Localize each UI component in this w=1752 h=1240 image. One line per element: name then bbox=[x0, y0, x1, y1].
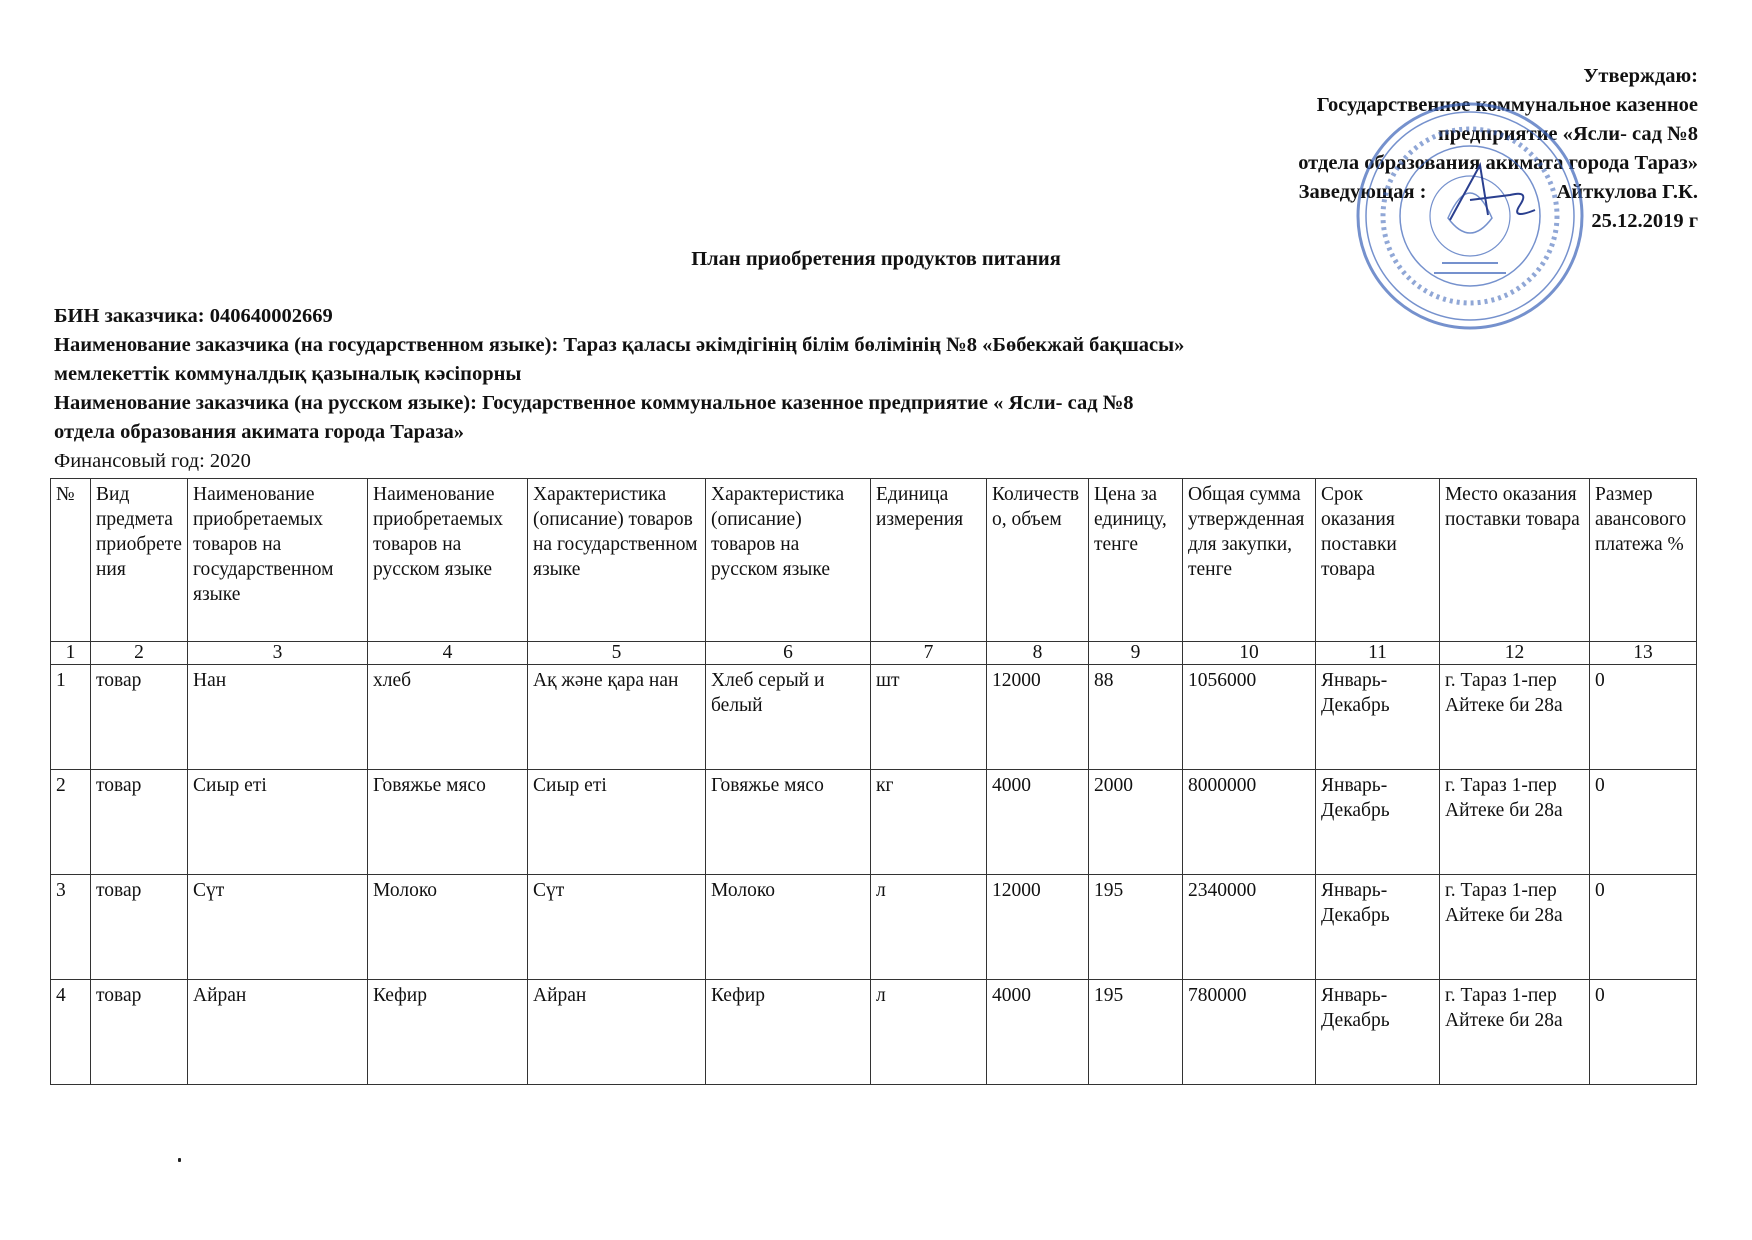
customer-name-ru-line-2: отдела образования акимата города Тараза» bbox=[54, 421, 465, 443]
column-number: 3 bbox=[188, 642, 368, 665]
table-cell: 2340000 bbox=[1183, 875, 1316, 980]
header-cell: Единица измерения bbox=[871, 479, 987, 642]
table-row bbox=[51, 665, 1697, 770]
table-cell: Кефир bbox=[706, 980, 871, 1085]
customer-name-kz-line-1: Наименование заказчика (на государственном языке): Тараз қаласы әкімдігінің білім бөлімінің №8 «Бөбекжай бақшасы» bbox=[54, 334, 1185, 356]
scan-speck bbox=[178, 1158, 181, 1162]
table-cell: Хлеб серый и белый bbox=[706, 665, 871, 770]
table-cell: 4000 bbox=[987, 980, 1089, 1085]
table-cell: товар bbox=[91, 980, 188, 1085]
fiscal-year: Финансовый год: 2020 bbox=[54, 450, 251, 472]
table-cell: 4000 bbox=[987, 770, 1089, 875]
table-cell: 780000 bbox=[1183, 980, 1316, 1085]
table-cell: Январь-Декабрь bbox=[1316, 980, 1440, 1085]
header-cell: Общая сумма утвержденная для закупки, тенге bbox=[1183, 479, 1316, 642]
header-cell: Размер авансового платежа % bbox=[1590, 479, 1697, 642]
table-cell: г. Тараз 1-пер Айтеке би 28а bbox=[1440, 875, 1590, 980]
table-cell: Сүт bbox=[188, 875, 368, 980]
column-number: 5 bbox=[528, 642, 706, 665]
column-number: 11 bbox=[1316, 642, 1440, 665]
table-cell: Молоко bbox=[706, 875, 871, 980]
column-number: 8 bbox=[987, 642, 1089, 665]
table-cell: Ақ және қара нан bbox=[528, 665, 706, 770]
column-number: 9 bbox=[1089, 642, 1183, 665]
customer-name-ru-line-1: Наименование заказчика (на русском языке): Государственное коммунальное казенное предприятие « Ясли- сад №8 bbox=[54, 392, 1134, 414]
approval-org-line-2: предприятие «Ясли- сад №8 bbox=[1438, 123, 1698, 145]
column-number: 10 bbox=[1183, 642, 1316, 665]
director-label: Заведующая : bbox=[1298, 181, 1427, 203]
table-cell: 12000 bbox=[987, 665, 1089, 770]
table-cell: Январь-Декабрь bbox=[1316, 875, 1440, 980]
table-cell: хлеб bbox=[368, 665, 528, 770]
table-cell: Говяжье мясо bbox=[368, 770, 528, 875]
table-cell: Айран bbox=[528, 980, 706, 1085]
header-cell: Наименование приобретаемых товаров на государственном языке bbox=[188, 479, 368, 642]
header-cell: Срок оказания поставки товара bbox=[1316, 479, 1440, 642]
table-cell: шт bbox=[871, 665, 987, 770]
table-cell: Январь-Декабрь bbox=[1316, 665, 1440, 770]
column-number: 1 bbox=[51, 642, 91, 665]
table-cell: Говяжье мясо bbox=[706, 770, 871, 875]
table-cell: Молоко bbox=[368, 875, 528, 980]
table-cell: товар bbox=[91, 770, 188, 875]
approval-org-line-3: отдела образования акимата города Тараз» bbox=[1298, 152, 1698, 174]
table-cell: 88 bbox=[1089, 665, 1183, 770]
table-cell: г. Тараз 1-пер Айтеке би 28а bbox=[1440, 665, 1590, 770]
table-cell: 3 bbox=[51, 875, 91, 980]
director-name: Айткулова Г.К. bbox=[1556, 181, 1698, 203]
table-cell: 8000000 bbox=[1183, 770, 1316, 875]
table-row bbox=[51, 770, 1697, 875]
column-number: 6 bbox=[706, 642, 871, 665]
header-cell: Характеристика (описание) товаров на государственном языке bbox=[528, 479, 706, 642]
procurement-table bbox=[50, 478, 1697, 1085]
table-cell: 4 bbox=[51, 980, 91, 1085]
table-cell: 12000 bbox=[987, 875, 1089, 980]
table-cell: 1056000 bbox=[1183, 665, 1316, 770]
table-cell: Сүт bbox=[528, 875, 706, 980]
table-row bbox=[51, 875, 1697, 980]
header-cell: Наименование приобретаемых товаров на русском языке bbox=[368, 479, 528, 642]
approval-date: 25.12.2019 г bbox=[1591, 210, 1698, 232]
table-cell: 2 bbox=[51, 770, 91, 875]
table-cell: 195 bbox=[1089, 980, 1183, 1085]
table-cell: Сиыр еті bbox=[188, 770, 368, 875]
table-cell: 0 bbox=[1590, 665, 1697, 770]
document-title: План приобретения продуктов питания bbox=[691, 248, 1061, 270]
customer-name-kz-line-2: мемлекеттік коммуналдық қазыналық кәсіпорны bbox=[54, 363, 522, 385]
table-cell: г. Тараз 1-пер Айтеке би 28а bbox=[1440, 980, 1590, 1085]
column-number: 13 bbox=[1590, 642, 1697, 665]
column-number: 4 bbox=[368, 642, 528, 665]
table-cell: 0 bbox=[1590, 980, 1697, 1085]
table-cell: 0 bbox=[1590, 770, 1697, 875]
table-cell: Кефир bbox=[368, 980, 528, 1085]
column-number-row bbox=[51, 642, 1697, 665]
table-cell: г. Тараз 1-пер Айтеке би 28а bbox=[1440, 770, 1590, 875]
header-cell: Место оказания поставки товара bbox=[1440, 479, 1590, 642]
table-cell: 195 bbox=[1089, 875, 1183, 980]
table-cell: 1 bbox=[51, 665, 91, 770]
table-cell: 2000 bbox=[1089, 770, 1183, 875]
column-number: 12 bbox=[1440, 642, 1590, 665]
table-cell: товар bbox=[91, 875, 188, 980]
handwritten-signature bbox=[1440, 160, 1550, 230]
header-cell: № bbox=[51, 479, 91, 642]
table-cell: кг bbox=[871, 770, 987, 875]
customer-bin: БИН заказчика: 040640002669 bbox=[54, 305, 333, 327]
header-cell: Характеристика (описание) товаров на русском языке bbox=[706, 479, 871, 642]
table-cell: товар bbox=[91, 665, 188, 770]
table-cell: л bbox=[871, 980, 987, 1085]
column-number: 2 bbox=[91, 642, 188, 665]
table-cell: Нан bbox=[188, 665, 368, 770]
approval-org-line-1: Государственное коммунальное казенное bbox=[1316, 94, 1698, 116]
table-cell: Айран bbox=[188, 980, 368, 1085]
customer-info bbox=[54, 302, 1694, 476]
table-cell: л bbox=[871, 875, 987, 980]
table-cell: Январь-Декабрь bbox=[1316, 770, 1440, 875]
approval-label: Утверждаю: bbox=[1583, 65, 1698, 87]
table-header-row bbox=[51, 479, 1697, 642]
table-row bbox=[51, 980, 1697, 1085]
header-cell: Цена за единицу, тенге bbox=[1089, 479, 1183, 642]
header-cell: Вид предмета приобретения bbox=[91, 479, 188, 642]
table-cell: 0 bbox=[1590, 875, 1697, 980]
table-cell: Сиыр еті bbox=[528, 770, 706, 875]
column-number: 7 bbox=[871, 642, 987, 665]
header-cell: Количество, объем bbox=[987, 479, 1089, 642]
